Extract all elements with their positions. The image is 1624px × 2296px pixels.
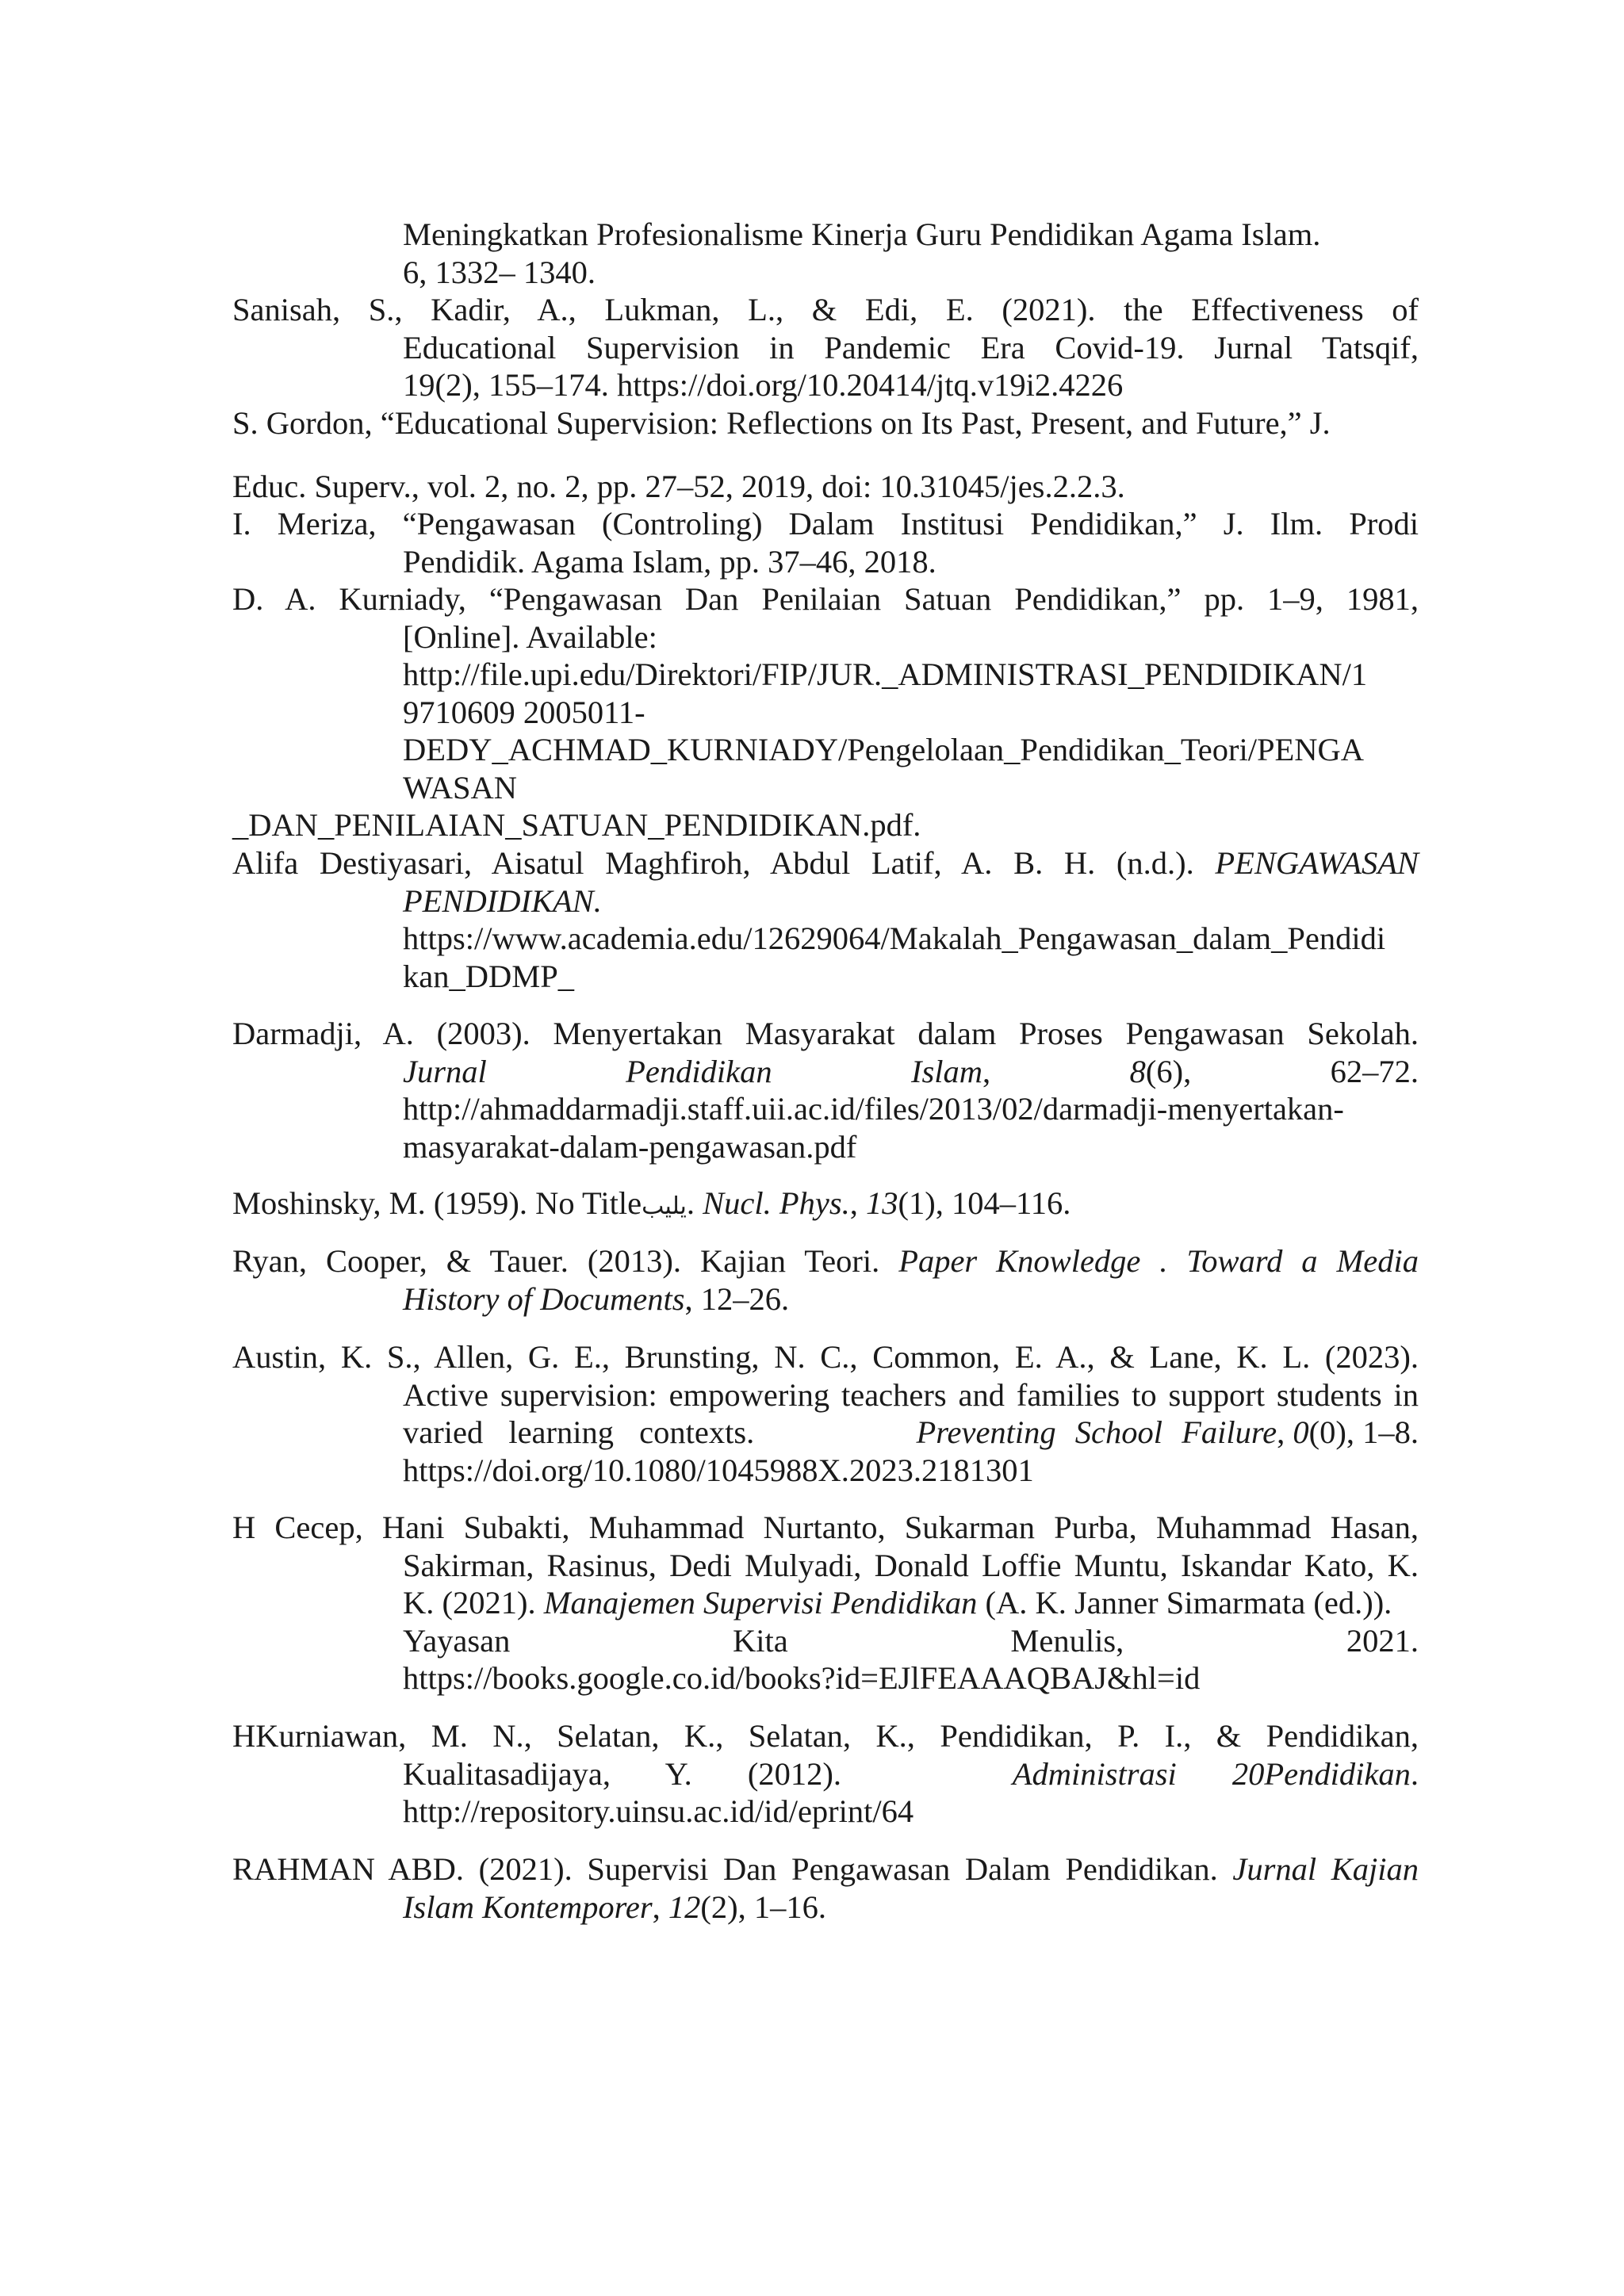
reference-entry [232,404,1419,442]
reference-fragment [917,1414,1419,1452]
reference-line: Educational Supervision in Pandemic Era Covid-19. Jurnal Tatsqif, [403,329,1419,365]
reference-line [232,1755,1419,1793]
reference-line: HKurniawan, M. N., Selatan, K., Selatan, K., Pendidikan, P. I., & Pendidikan, [232,1718,1419,1754]
reference-line: H Cecep, Hani Subakti, Muhammad Nurtanto, Sukarman Purba, Muhammad Hasan, [232,1510,1419,1545]
reference-fragment [1130,1053,1192,1091]
reference-fragment: (1), 104–116. [898,1185,1071,1221]
reference-line [232,1414,1419,1452]
reference-line: http://ahmaddarmadji.staff.uii.ac.id/files/2013/02/darmadji-menyertakan- [403,1091,1344,1127]
reference-fragment: 12 [668,1888,701,1925]
reference-line: 19(2), 155–174. https://doi.org/10.20414/jtq.v19i2.4226 [403,367,1124,403]
reference-fragment: Jurnal [403,1053,487,1089]
reference-fragment: Alifa Destiyasari, Aisatul Maghfiroh, Abdul Latif, A. B. H. (n.d.). [232,845,1194,881]
reference-fragment [1013,1755,1419,1793]
reference-line: masyarakat-dalam-pengawasan.pdf [403,1128,857,1165]
reference-fragment: Islam [911,1053,983,1089]
reference-fragment: . [686,1185,703,1221]
reference-line: Darmadji, A. (2003). Menyertakan Masyarakat dalam Proses Pengawasan Sekolah. [232,1016,1419,1051]
reference-entry [232,1717,1419,1831]
reference-fragment: Administrasi 20Pendidikan [1012,1755,1411,1792]
reference-line: Yayasan Kita Menulis, 2021. [403,1622,1419,1659]
reference-fragment: PENGAWASAN [1215,845,1419,881]
reference-line: Sanisah, S., Kadir, A., Lukman, L., & Edi, E. (2021). the Effectiveness of [232,292,1419,327]
reference-entry [232,1338,1419,1489]
reference-fragment: Ryan, Cooper, & Tauer. (2013). Kajian Teori. [232,1243,880,1279]
reference-fragment: . [1410,1755,1419,1792]
reference-fragment: Paper Knowledge . Toward a Media [898,1243,1419,1279]
reference-line [232,618,1419,656]
reference-entry [232,580,1419,844]
reference-entry [232,1015,1419,1165]
reference-fragment: (0), 1–8. [1308,1414,1419,1450]
reference-fragment: 9710609 2005011- [403,694,645,730]
reference-line: _DAN_PENILAIAN_SATUAN_PENDIDIKAN.pdf. [232,807,921,843]
reference-line: PENDIDIKAN. [403,882,602,919]
reference-line: I. Meriza, “Pengawasan (Controling) Dalam Institusi Pendidikan,” J. Ilm. Prodi [232,506,1419,541]
reference-line [232,1584,1419,1622]
reference-line: Educ. Superv., vol. 2, no. 2, pp. 27–52, 2019, doi: 10.31045/jes.2.2.3. [232,469,1125,504]
reference-fragment: K. (2021). [403,1585,536,1621]
reference-entry [232,1850,1419,1926]
reference-line: WASAN [403,769,518,806]
reference-fragment: 0 [1293,1414,1309,1450]
reference-fragment: (A. K. Janner Simarmata (ed.)). [977,1585,1392,1621]
reference-line [232,1280,1419,1318]
reference-fragment: Kualitasadijaya, Y. (2012). [403,1755,842,1792]
reference-fragment: Pendidikan [626,1053,772,1089]
reference-line: http://file.upi.edu/Direktori/FIP/JUR._ADMINISTRASI_PENDIDIKAN/1 [403,656,1368,692]
reference-line: S. Gordon, “Educational Supervision: Reflections on Its Past, Present, and Future,” J. [232,405,1331,441]
reference-line: Meningkatkan Profesionalisme Kinerja Guru Pendidikan Agama Islam. [403,216,1321,252]
reference-fragment: RAHMAN ABD. (2021). Supervisi Dan Pengawasan Dalam Pendidikan. [232,1851,1218,1887]
reference-entry [232,844,1419,995]
reference-entry [232,1509,1419,1697]
reference-fragment: 8 [1129,1053,1146,1089]
reference-entry [232,291,1419,404]
reference-fragment: يليب [642,1192,687,1220]
reference-entry-continued [232,468,1419,506]
reference-fragment: varied learning contexts. [403,1414,755,1450]
reference-fragment: , 12–26. [684,1280,790,1317]
reference-fragment: Preventing School Failure [916,1414,1277,1450]
reference-line [232,1242,1419,1280]
reference-line [232,1184,1419,1226]
reference-line: D. A. Kurniady, “Pengawasan Dan Penilaian Satuan Pendidikan,” pp. 1–9, 1981, [232,581,1419,617]
reference-line: 6, 1332– 1340. [403,254,596,290]
reference-fragment: 13 [865,1185,898,1221]
reference-entry [232,1184,1419,1226]
reference-fragment: Jurnal Kajian [1232,1851,1419,1887]
reference-fragment: (6), [1145,1053,1192,1089]
reference-line [232,844,1419,882]
reference-line [232,1053,1419,1091]
reference-fragment: (2), 1–16. [700,1888,826,1925]
reference-line: http://repository.uinsu.ac.id/id/eprint/64 [403,1793,914,1829]
reference-line: https://doi.org/10.1080/1045988X.2023.2181301 [403,1452,1034,1488]
reference-entry [232,1242,1419,1318]
reference-fragment: [Online]. Available: [403,618,657,655]
reference-line [232,1888,1419,1927]
reference-fragment: , [982,1053,991,1089]
reference-entry [232,216,1419,291]
reference-line: DEDY_ACHMAD_KURNIADY/Pengelolaan_Pendidikan_Teori/PENGA [403,732,1365,767]
reference-entry [232,505,1419,580]
reference-line: https://books.google.co.id/books?id=EJlFEAAAQBAJ&hl=id [403,1660,1201,1696]
reference-fragment: Nucl. Phys. [703,1185,850,1221]
reference-fragment: , [1277,1414,1293,1450]
reference-fragment: , [652,1888,668,1925]
reference-fragment: Islam Kontemporer [403,1888,653,1925]
reference-fragment: , [849,1185,866,1221]
reference-fragment: Manajemen Supervisi Pendidikan [543,1585,978,1621]
reference-line: kan_DDMP_ [403,958,575,994]
reference-line: Austin, K. S., Allen, G. E., Brunsting, N. C., Common, E. A., & Lane, K. L. (2023). [232,1339,1419,1375]
reference-fragment: Moshinsky, M. (1959). No Title [232,1185,642,1221]
reference-line: https://www.academia.edu/12629064/Makalah_Pengawasan_dalam_Pendidi [403,920,1386,956]
reference-line: Pendidik. Agama Islam, pp. 37–46, 2018. [403,543,936,580]
reference-line: Sakirman, Rasinus, Dedi Mulyadi, Donald Loffie Muntu, Iskandar Kato, K. [403,1547,1419,1583]
reference-fragment: 62–72. [1330,1053,1419,1089]
reference-line [232,694,1419,732]
reference-fragment: History of Documents [403,1280,685,1317]
reference-fragment [911,1053,990,1091]
reference-line: Active supervision: empowering teachers and families to support students in [403,1376,1419,1413]
reference-line [232,1850,1419,1888]
